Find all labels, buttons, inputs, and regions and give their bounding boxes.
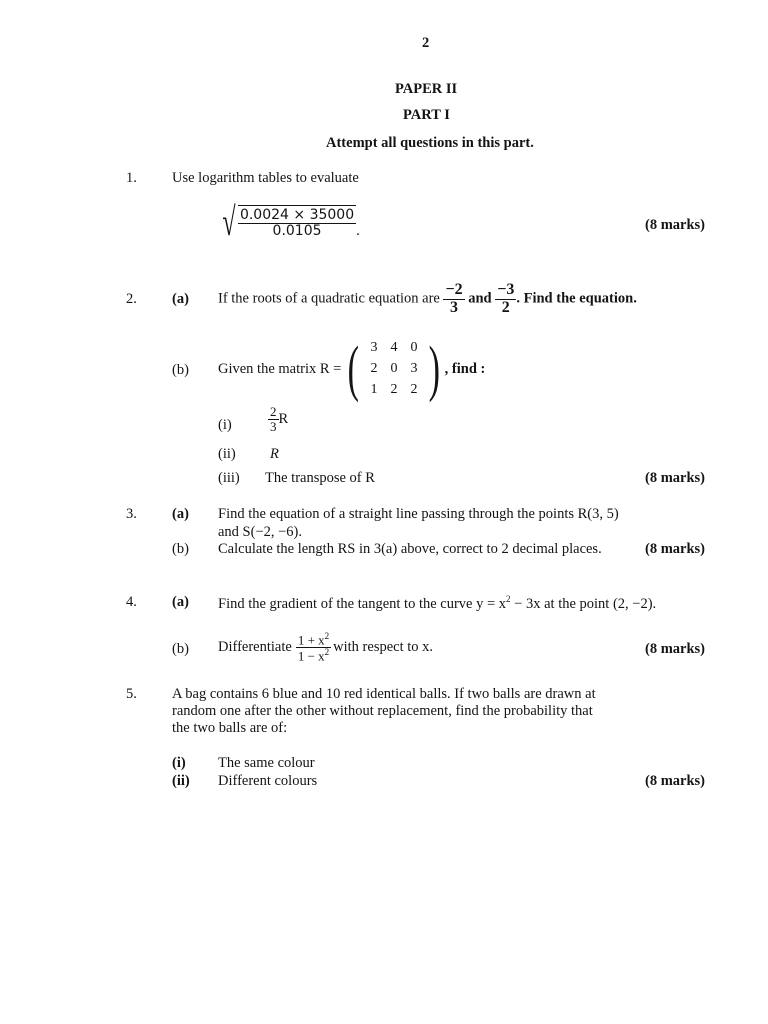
q4b-den: 1 − x xyxy=(297,647,325,663)
page-number: 2 xyxy=(422,35,430,51)
q4b-tail: with respect to x. xyxy=(333,638,434,655)
q3-number: 3. xyxy=(126,506,137,522)
matrix-cell: 2 xyxy=(410,382,418,397)
q5-ii-label: (ii) xyxy=(172,773,190,789)
q3a-line2: and S(−2, −6). xyxy=(218,524,303,540)
part-title: PART I xyxy=(403,107,450,123)
q4b-line xyxy=(218,626,433,668)
matrix-cell: 0 xyxy=(390,361,398,376)
q2b-ii-text: R xyxy=(270,446,279,462)
paper-title: PAPER II xyxy=(395,81,458,97)
root1-num: −2 xyxy=(445,281,463,298)
q1-denominator: 0.0105 xyxy=(272,223,322,239)
q2a-tail: . Find the equation. xyxy=(516,290,637,307)
matrix-cell: 3 xyxy=(410,361,418,376)
q1-number: 1. xyxy=(126,170,137,186)
q4-number: 4. xyxy=(126,594,137,610)
radical-sign-icon: √ $\frac{0.0024 \times 35000}{0.0105}$ xyxy=(222,199,355,244)
q2a-label: (a) xyxy=(172,291,189,307)
q5-i-label: (i) xyxy=(172,755,186,771)
q3a-label: (a) xyxy=(172,506,189,522)
q1-text: Use logarithm tables to evaluate xyxy=(172,170,359,186)
q2b-label: (b) xyxy=(172,362,189,378)
q4b-text: Differentiate xyxy=(218,638,292,655)
q4b-fraction xyxy=(296,632,331,663)
root2-num: −3 xyxy=(497,281,515,298)
root1-fraction xyxy=(443,282,464,317)
matrix-grid xyxy=(364,340,424,398)
q5-number: 5. xyxy=(126,686,137,702)
q5-line2: random one after the other without replacement, find the probability that xyxy=(172,703,593,719)
q5-line1: A bag contains 6 blue and 10 red identical balls. If two balls are drawn at xyxy=(172,686,596,702)
q2b-ii-label: (ii) xyxy=(218,446,236,462)
q2b-i-expr xyxy=(268,405,288,433)
root1-den: 3 xyxy=(450,298,459,316)
matrix-cell: 3 xyxy=(370,340,378,355)
q2b-line xyxy=(218,336,485,402)
q4b-den-sup: 2 xyxy=(324,646,330,657)
q3a-line1: Find the equation of a straight line passing through the points R(3, 5) xyxy=(218,506,619,522)
q2b-tail: , find : xyxy=(444,360,486,377)
q2-number: 2. xyxy=(126,291,137,307)
q5-ii-text: Different colours xyxy=(218,773,318,789)
q4b-label: (b) xyxy=(172,641,189,657)
q2-marks: (8 marks) xyxy=(644,470,705,486)
q2a-text: If the roots of a quadratic equation are xyxy=(218,290,440,307)
q3b-text: Calculate the length RS in 3(a) above, correct to 2 decimal places. xyxy=(218,541,602,557)
i-num: 2 xyxy=(270,404,277,419)
q4-marks: (8 marks) xyxy=(644,641,705,657)
q4b-num: 1 + x xyxy=(297,631,325,647)
matrix-cell: 1 xyxy=(370,382,378,397)
q1-expression xyxy=(218,199,360,244)
q4a-label: (a) xyxy=(172,594,189,610)
matrix-cell: 0 xyxy=(410,340,418,355)
q4a-sup: 2 xyxy=(506,594,511,604)
q2b-iii-text: The transpose of R xyxy=(265,470,375,486)
q1-marks: (8 marks) xyxy=(644,217,705,233)
instruction: Attempt all questions in this part. xyxy=(326,135,534,151)
matrix-cell: 2 xyxy=(370,361,378,376)
q5-i-text: The same colour xyxy=(218,755,315,771)
root2-fraction xyxy=(495,282,516,317)
q5-line3: the two balls are of: xyxy=(172,720,288,736)
q2b-text: Given the matrix R = xyxy=(218,360,342,377)
q3-marks: (8 marks) xyxy=(644,541,705,557)
matrix-cell: 2 xyxy=(390,382,398,397)
i-den: 3 xyxy=(270,418,277,434)
i-var: R xyxy=(278,410,289,427)
root2-den: 2 xyxy=(501,298,510,316)
q4a-text xyxy=(218,594,656,613)
matrix-cell: 4 xyxy=(390,340,398,355)
q4a-text-pre: Find the gradient of the tangent to the curve y = x xyxy=(218,595,507,612)
q4a-text-post: − 3x at the point (2, −2). xyxy=(510,595,657,612)
q2b-iii-label: (iii) xyxy=(218,470,240,486)
q3b-label: (b) xyxy=(172,541,189,557)
q2b-i-label: (i) xyxy=(218,417,232,433)
q2a-line xyxy=(218,282,637,317)
q4b-num-sup: 2 xyxy=(324,630,330,641)
q1-trailing: . xyxy=(356,223,360,239)
q2a-and: and xyxy=(468,290,492,307)
two-thirds-fraction xyxy=(268,405,279,433)
q1-numerator: 0.0024 × 35000 xyxy=(239,207,355,224)
matrix-r: ( 3 4 0 2 0 3 1 2 2 ) xyxy=(348,335,441,403)
q5-marks: (8 marks) xyxy=(644,773,705,789)
